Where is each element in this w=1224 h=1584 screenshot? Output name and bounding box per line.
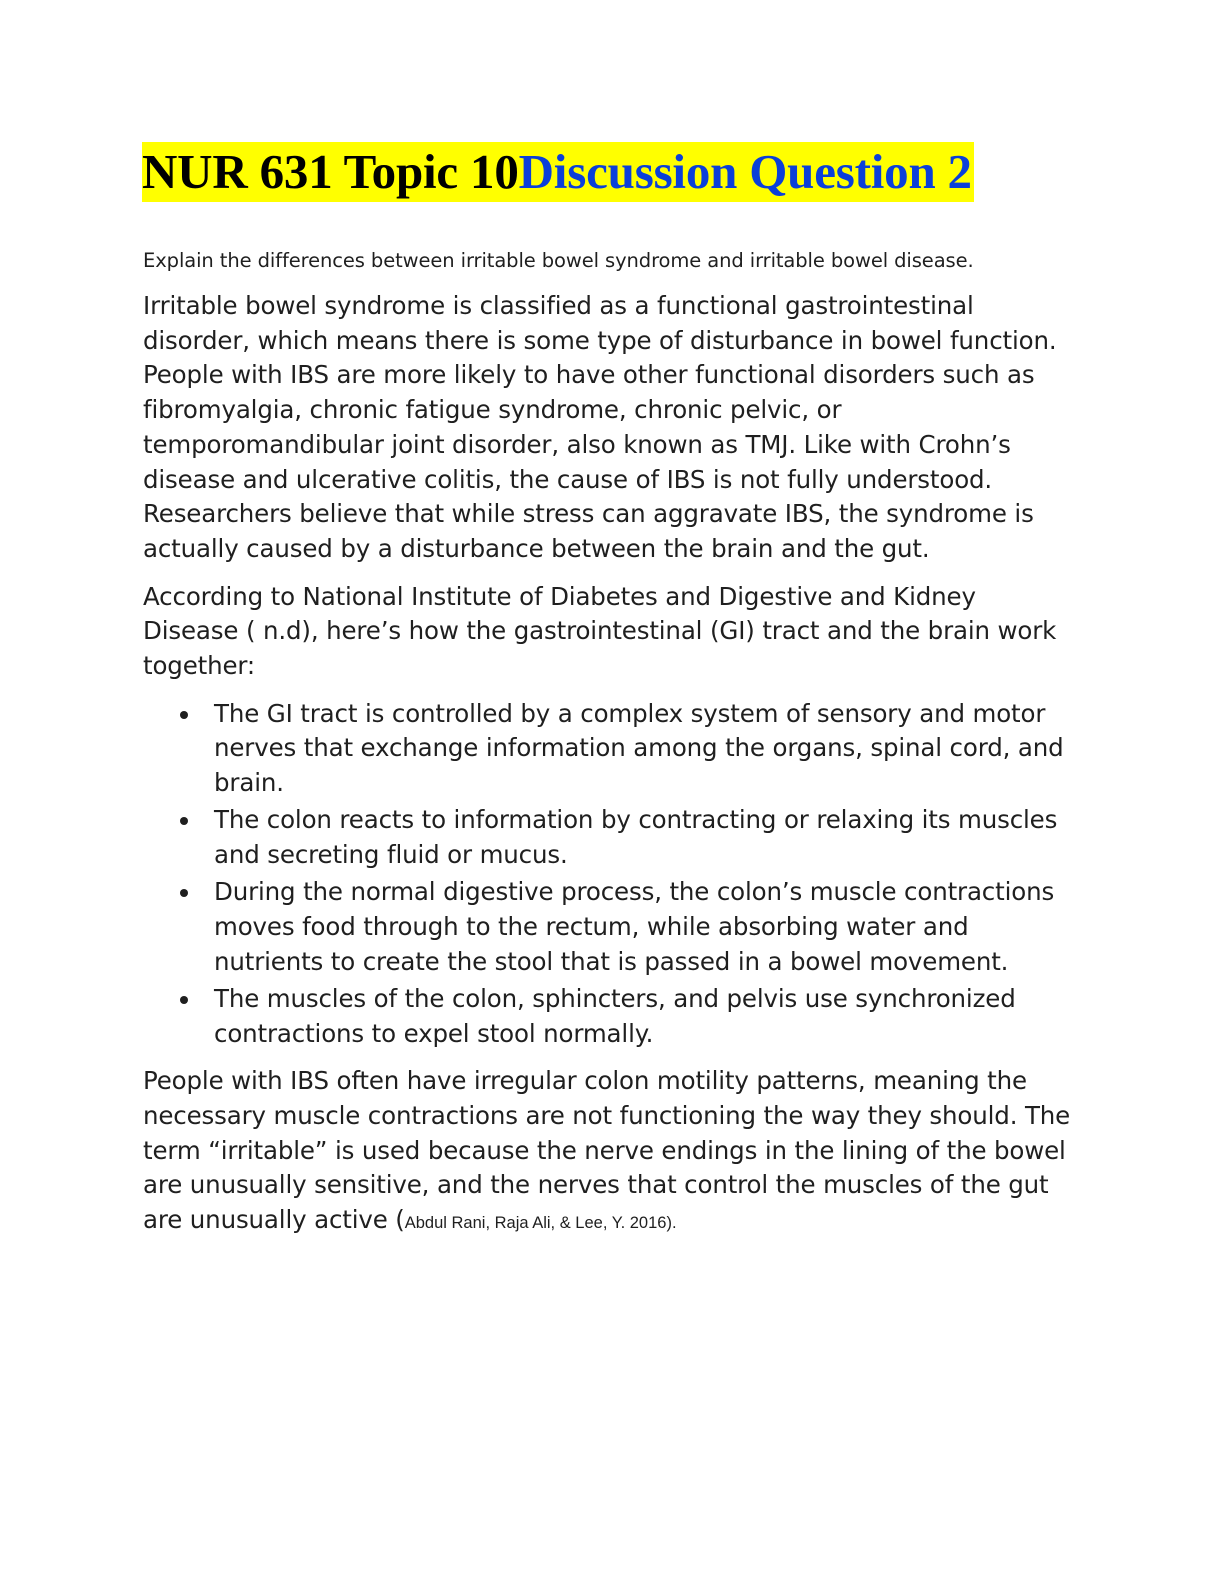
page-title bbox=[142, 142, 974, 202]
list-item bbox=[143, 982, 1078, 1051]
paragraph-gi-brain-intro: According to National Institute of Diabetes and Digestive and Kidney Disease ( n.d), here’s how the gastrointestinal (GI) tract and the brain work together: bbox=[143, 581, 1057, 681]
list-item bbox=[143, 803, 1078, 872]
document-body bbox=[143, 246, 1078, 1254]
list-item-text: During the normal digestive process, the colon’s muscle contractions moves food through to the rectum, while absorbing water and nutrients to create the stool that is passed in a bowel movement. bbox=[214, 877, 1055, 976]
title-course-topic: NUR 631 Topic 10 bbox=[142, 144, 519, 199]
list-item bbox=[143, 697, 1078, 801]
list-item-text: The colon reacts to information by contracting or relaxing its muscles and secreting fluid or mucus. bbox=[214, 805, 1058, 870]
paragraph-ibs-classification: Irritable bowel syndrome is classified as a functional gastrointestinal disorder, which means there is some type of disturbance in bowel function. People with IBS are more likely to have other functional disorders such as fibromyalgia, chronic fatigue syndrome, chronic pelvic, or temporomandibular joint disorder, also known as TMJ. Like with Crohn’s disease and ulcerative colitis, the cause of IBS is not fully understood. Researchers believe that while stress can aggravate IBS, the syndrome is actually caused by a disturbance between the brain and the gut. bbox=[143, 291, 1057, 563]
question-prompt: Explain the differences between irritable bowel syndrome and irritable bowel disease. bbox=[143, 249, 974, 272]
title-discussion-question: Discussion Question 2 bbox=[518, 144, 972, 199]
citation: Abdul Rani, Raja Ali, & Lee, Y. 2016). bbox=[404, 1214, 677, 1233]
bullet-icon bbox=[180, 711, 188, 719]
gi-brain-bullet-list bbox=[143, 697, 1078, 1052]
list-item-text: The muscles of the colon, sphincters, and pelvis use synchronized contractions to expel stool normally. bbox=[214, 983, 1016, 1048]
bullet-icon bbox=[180, 889, 188, 897]
list-item bbox=[143, 875, 1078, 979]
bullet-icon bbox=[180, 996, 188, 1004]
bullet-icon bbox=[180, 817, 188, 825]
paragraph-ibs-motility-text: People with IBS often have irregular colon motility patterns, meaning the necessary muscle contractions are not functioning the way they should. The term “irritable” is used because the nerve endings in the lining of the bowel are unusually sensitive, and the nerves that control the muscles of the gut are unusually active ( bbox=[143, 1066, 1071, 1235]
list-item-text: The GI tract is controlled by a complex system of sensory and motor nerves that exchange information among the organs, spinal cord, and brain. bbox=[214, 698, 1064, 798]
paragraph-ibs-motility bbox=[143, 1064, 1078, 1241]
